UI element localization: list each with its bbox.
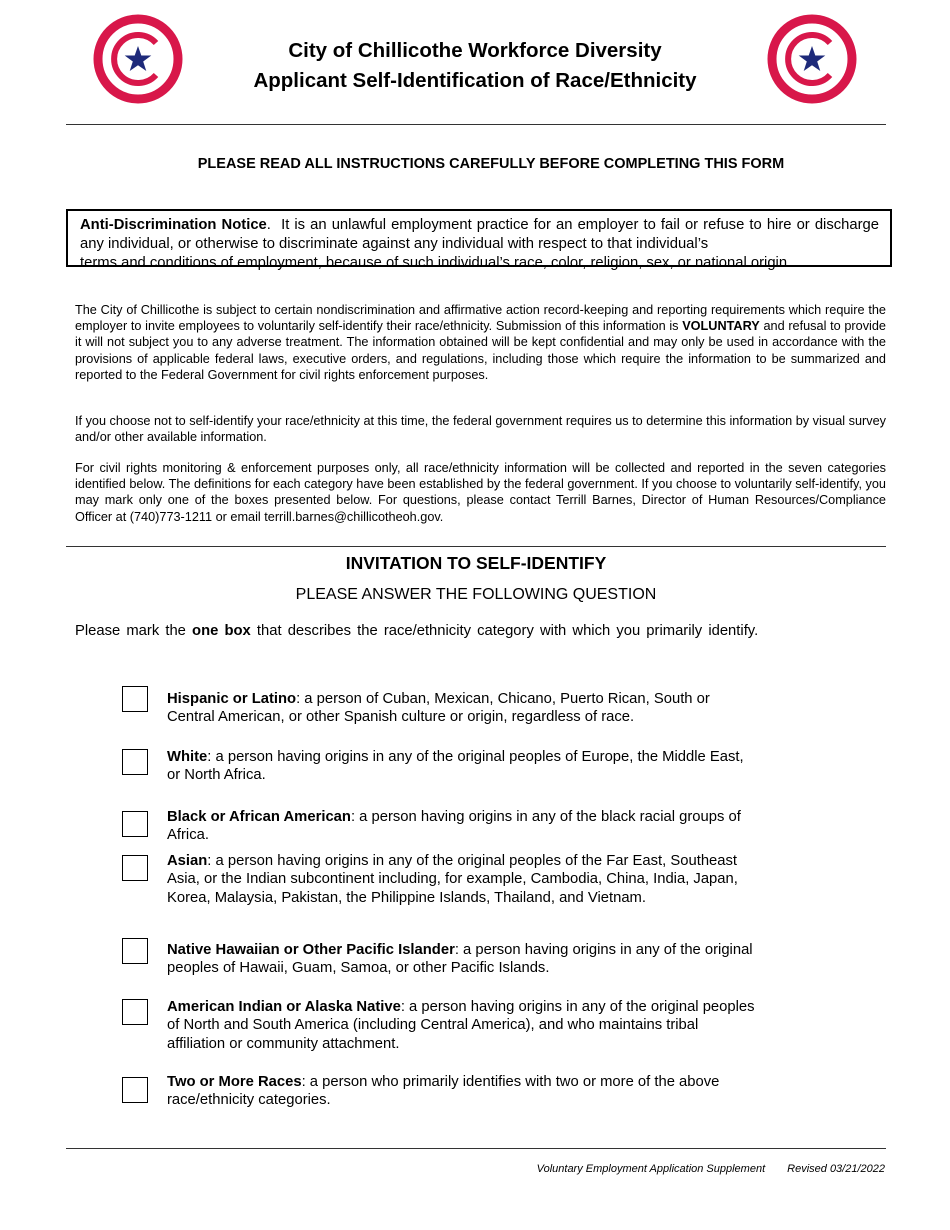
header-divider [66, 124, 886, 125]
section-divider [66, 546, 886, 547]
instructions-heading: PLEASE READ ALL INSTRUCTIONS CAREFULLY BEFORE COMPLETING THIS FORM [197, 156, 785, 172]
notice-body-end: terms and conditions of employment, because of such individual’s race, color, religion, sex, or national origin. [80, 255, 792, 271]
checkbox-two-or-more-races[interactable] [122, 1077, 148, 1103]
footer-divider [66, 1148, 886, 1149]
option-black-or-african-american [167, 808, 757, 845]
section-title: INVITATION TO SELF-IDENTIFY [345, 553, 607, 573]
city-logo-right-icon [767, 14, 857, 104]
paragraph-voluntary [75, 302, 886, 383]
page-footer [420, 1163, 885, 1175]
option-label: Hispanic or Latino [167, 691, 297, 707]
option-native-hawaiian-or-other-pacific-islander [167, 941, 757, 978]
title-line-1: City of Chillicothe Workforce Diversity [288, 39, 662, 62]
checkbox-hispanic-or-latino[interactable] [122, 686, 148, 712]
option-american-indian-or-alaska-native [167, 998, 757, 1053]
notice-heading: Anti-Discrimination Notice [80, 217, 267, 233]
paragraph-visual-survey: If you choose not to self-identify your race/ethnicity at this time, the federal government requires us to determine this information by visual survey and/or other available information. [75, 414, 886, 445]
option-hispanic-or-latino [167, 690, 757, 727]
paragraph-contact: For civil rights monitoring & enforcement purposes only, all race/ethnicity information will be collected and reported in the seven categories identified below. The definitions for each category have been established by the federal government. If you choose to voluntarily self-identify, you may mark only one of the boxes presented below. For questions, please contact Terrill Barnes, Director of Human Resources/Compliance Officer at (740)773-1211 or email terrill.barnes@chillicotheoh.gov. [75, 461, 886, 524]
checkbox-asian[interactable] [122, 855, 148, 881]
option-description: : a person having origins in any of the original peoples of the Far East, Southeast Asia, or the Indian subcontinent including, for example, Cambodia, China, India, Japan, Korea, Malaysia, Pakistan, the Philippine Islands, Thailand, and Vietnam. [167, 853, 738, 906]
option-label: Two or More Races [167, 1074, 302, 1090]
option-two-or-more-races [167, 1073, 757, 1110]
prompt-start: Please mark the [75, 623, 186, 639]
option-description: : a person who primarily identifies with two or more of the above race/ethnicity categories. [167, 1074, 720, 1109]
option-description: : a person of Cuban, Mexican, Chicano, Puerto Rican, South or Central American, or other Spanish culture or origin, regardless of race. [167, 691, 710, 726]
option-label: Black or African American [167, 809, 351, 825]
prompt-end: that describes the race/ethnicity category with which you primarily identify. [256, 623, 759, 639]
option-asian [167, 852, 757, 907]
footer-supplement: Voluntary Employment Application Supplement [536, 1163, 766, 1175]
anti-discrimination-notice: Anti-Discrimination Notice. It is an unlawful employment practice for an employer to fail or refuse to hire or discharge any individual, or otherwise to discriminate against any individual with respect to that individual’s terms and conditions of employment, because of such individual’s race, color, religion, sex, or national origin. [66, 209, 892, 267]
notice-body: It is an unlawful employment practice for an employer to fail or refuse to hire or discharge any individual, or otherwise to discriminate against any individual with respect to that individual’s [80, 217, 879, 252]
city-logo-left-icon [93, 14, 183, 104]
option-description: : a person having origins in any of the original peoples of Hawaii, Guam, Samoa, or other Pacific Islands. [167, 942, 753, 977]
checkbox-white[interactable] [122, 749, 148, 775]
option-label: Native Hawaiian or Other Pacific Islander [167, 942, 455, 958]
footer-revised: Revised 03/21/2022 [787, 1163, 885, 1175]
option-white [167, 748, 757, 785]
paragraph-1-end: and refusal to provide it will not subject you to any adverse treatment. The information obtained will be kept confidential and may only be used in accordance with the provisions of applicable federal laws, executive orders, and regulations, including those which require the information to be summarized and reported to the Federal Government for civil rights enforcement purposes. [75, 319, 886, 382]
option-description: : a person having origins in any of the original peoples of Europe, the Middle East, or North Africa. [167, 749, 744, 784]
option-label: Asian [167, 853, 208, 869]
checkbox-native-hawaiian-or-other-pacific-islander[interactable] [122, 938, 148, 964]
title-line-2: Applicant Self-Identification of Race/Ethnicity [253, 69, 697, 92]
prompt-emphasis: one box [192, 623, 251, 639]
paragraph-1-start: The City of Chillicothe is subject to certain nondiscrimination and affirmative action record-keeping and reporting requirements which require the employer to invite employees to voluntarily self-identify their race/ethnicity. Submission of this information is [75, 303, 886, 334]
checkbox-american-indian-or-alaska-native[interactable] [122, 999, 148, 1025]
option-description: : a person having origins in any of the black racial groups of Africa. [167, 809, 741, 844]
voluntary-emphasis: VOLUNTARY [682, 319, 760, 334]
checkbox-black-or-african-american[interactable] [122, 811, 148, 837]
page-title [190, 36, 760, 96]
option-description: : a person having origins in any of the original peoples of North and South America (including Central America), and who maintains tribal affiliation or community attachment. [167, 999, 755, 1052]
section-subtitle: PLEASE ANSWER THE FOLLOWING QUESTION [295, 586, 657, 603]
option-label: White [167, 749, 208, 765]
question-prompt [75, 623, 875, 639]
option-label: American Indian or Alaska Native [167, 999, 401, 1015]
